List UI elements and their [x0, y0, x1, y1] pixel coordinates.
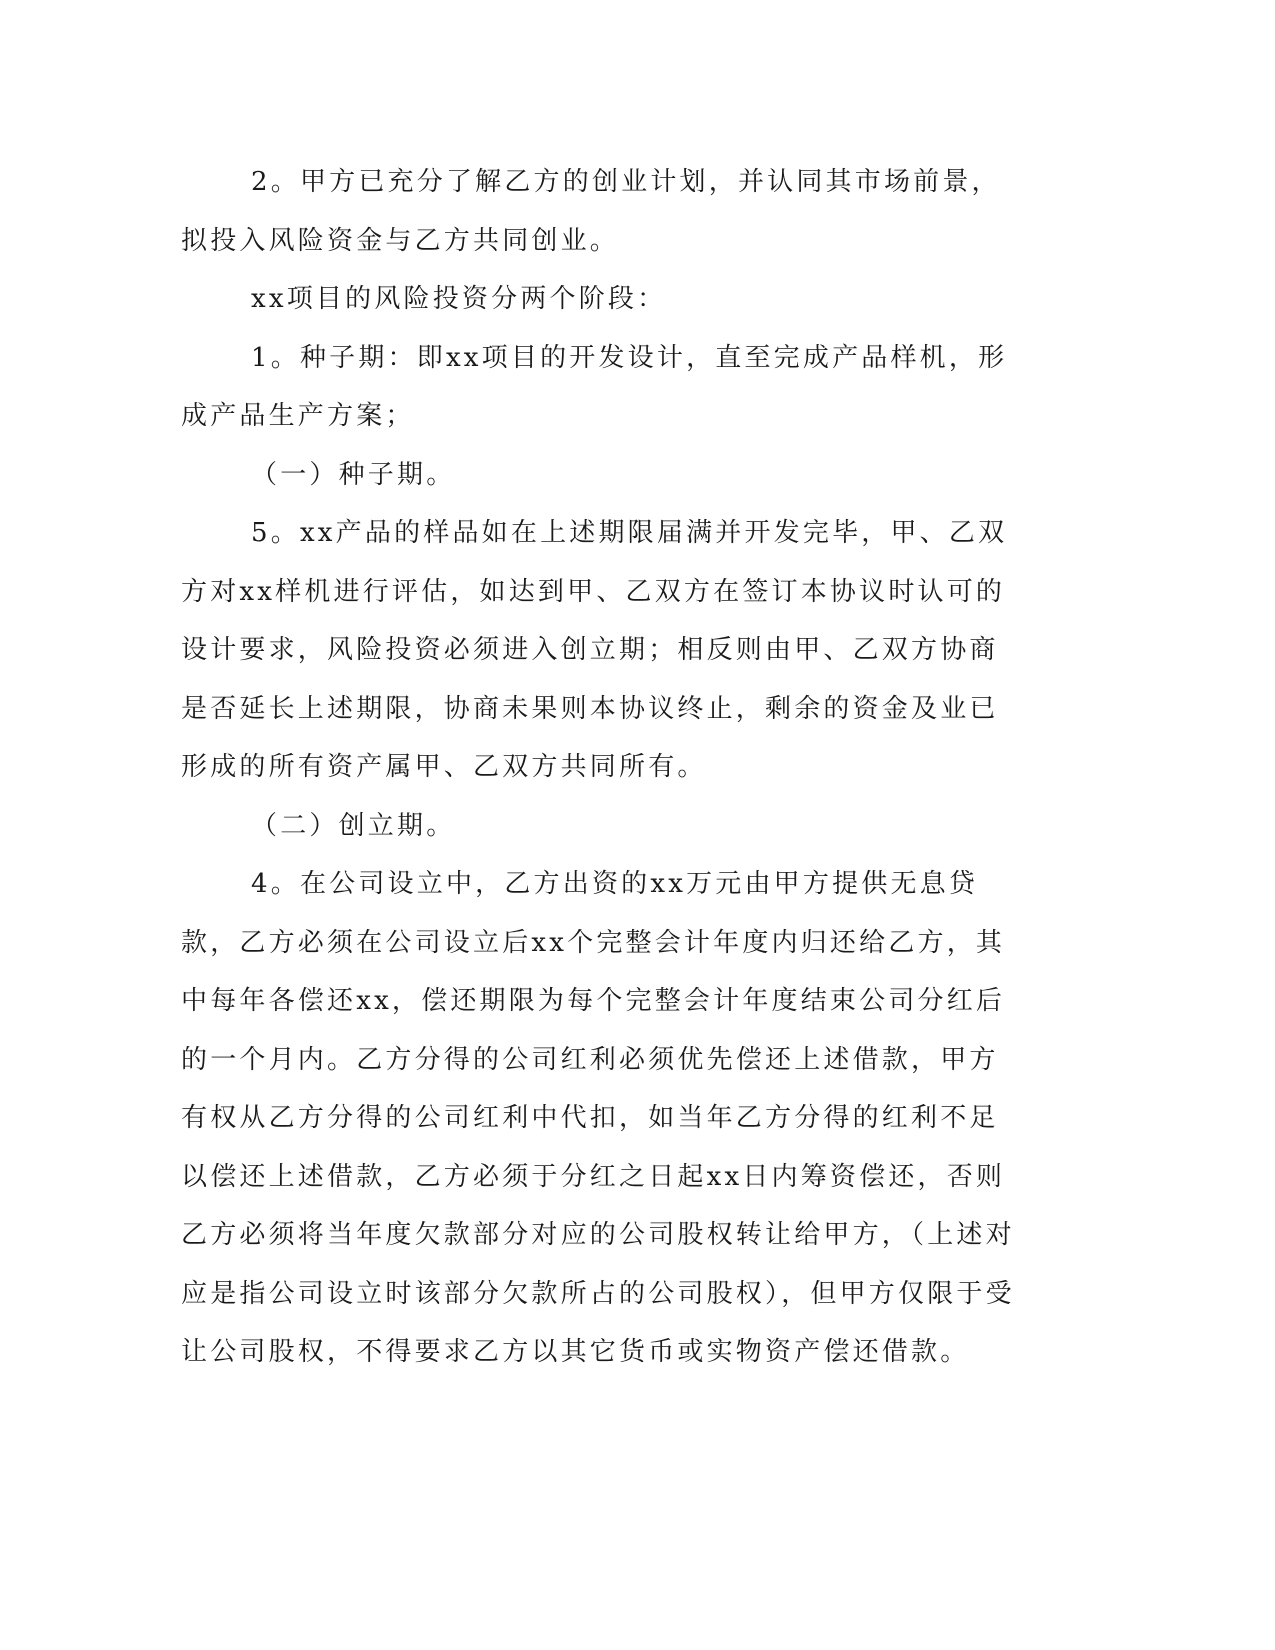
paragraph-item-4-loan-terms: 4。在公司设立中，乙方出资的xx万元由甲方提供无息贷款，乙方必须在公司设立后xx个完整会计年度内归还给乙方，其中每年各偿还xx，偿还期限为每个完整会计年度结束公司分红后的一个月内。乙方分得的公司红利必须优先偿还上述借款，甲方有权从乙方分得的公司红利中代扣，如当年乙方分得的红利不足以偿还上述借款，乙方必须于分红之日起xx日内筹资偿还，否则乙方必须将当年度欠款部分对应的公司股权转让给甲方，（上述对应是指公司设立时该部分欠款所占的公司股权），但甲方仅限于受让公司股权，不得要求乙方以其它货币或实物资产偿还借款。: [181, 869, 1015, 1367]
paragraph-stages-heading: xx项目的风险投资分两个阶段：: [251, 284, 667, 314]
section-heading-seed-stage: （一）种子期。: [251, 459, 456, 490]
section-heading-founding-stage: （二）创立期。: [251, 810, 456, 841]
document-body: [181, 153, 1026, 1382]
paragraph-item-2-intent: 2。甲方已充分了解乙方的创业计划，并认同其市场前景，拟投入风险资金与乙方共同创业。: [181, 167, 1001, 256]
paragraph-item-5-evaluation: 5。xx产品的样品如在上述期限届满并开发完毕，甲、乙双方对xx样机进行评估，如达到甲、乙双方在签订本协议时认可的设计要求，风险投资必须进入创立期；相反则由甲、乙双方协商是否延长上述期限，协商未果则本协议终止，剩余的资金及业已形成的所有资产属甲、乙双方共同所有。: [181, 518, 1008, 782]
paragraph-item-1-seed-definition: 1。种子期：即xx项目的开发设计，直至完成产品样机，形成产品生产方案；: [181, 342, 1008, 431]
